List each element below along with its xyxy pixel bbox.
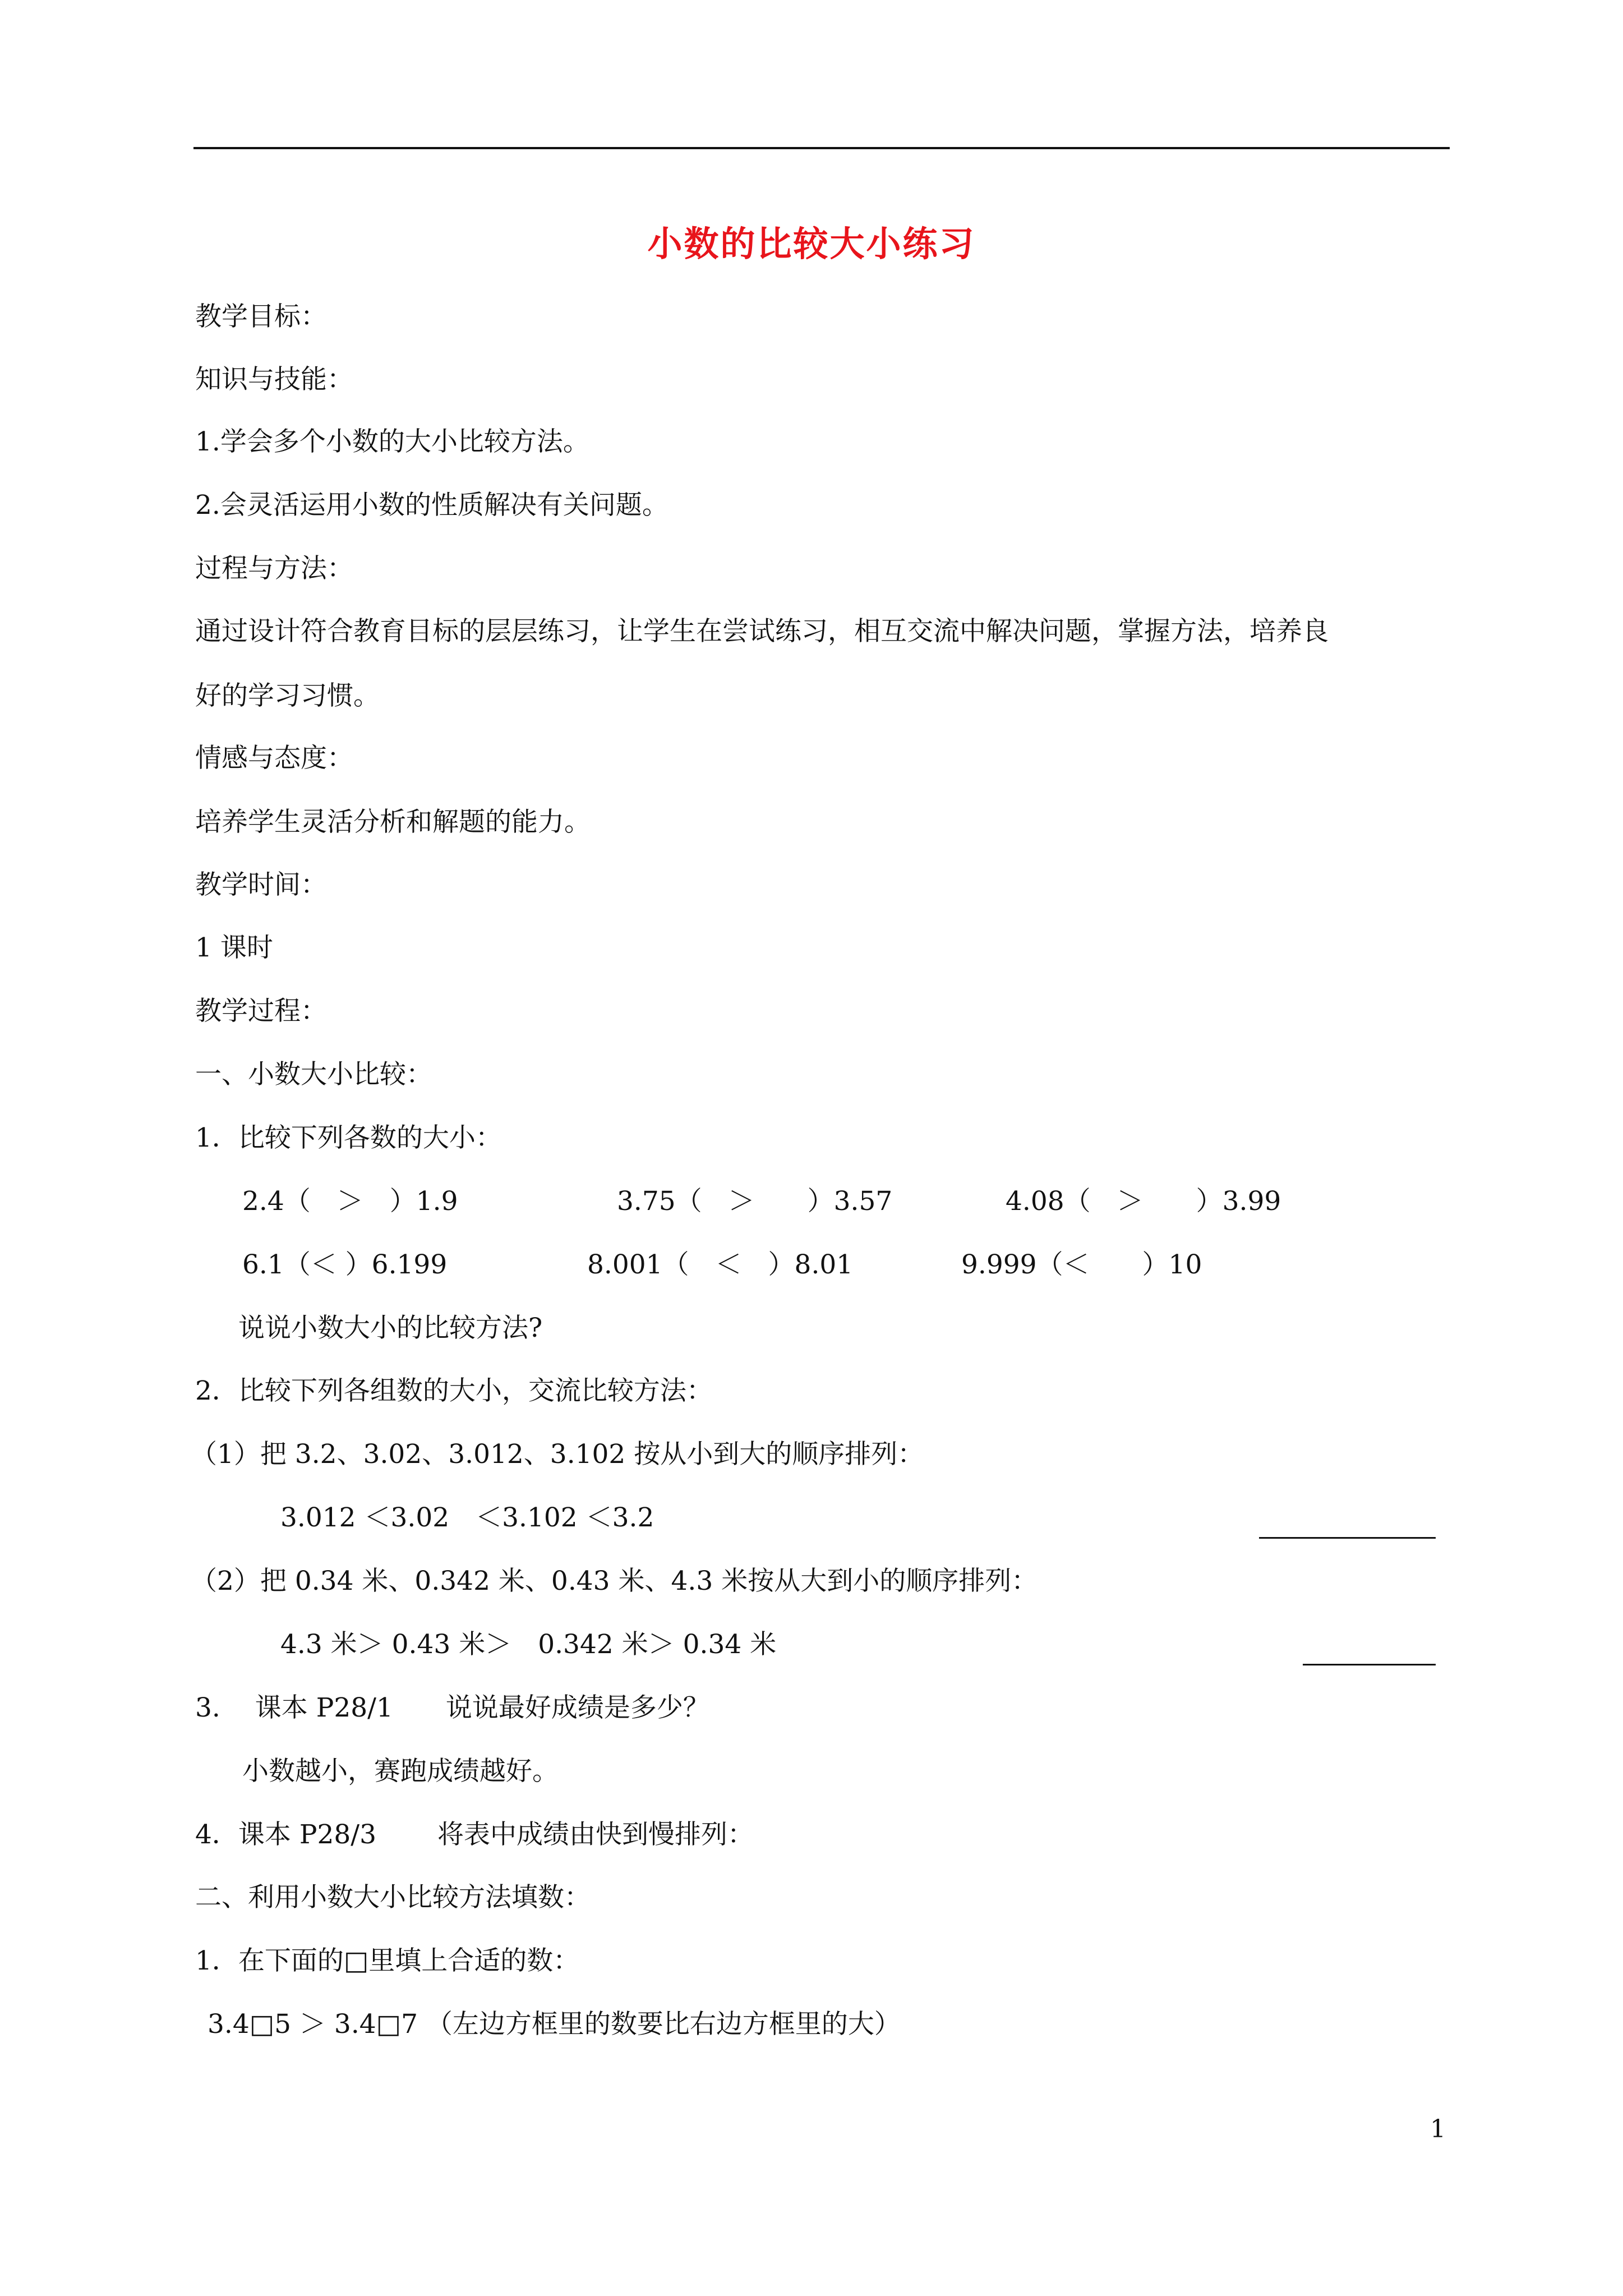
section-1-heading: 一、小数大小比较： — [195, 1059, 432, 1090]
answer-blank-line — [1303, 1664, 1436, 1665]
time-text: 1 课时 — [195, 932, 273, 963]
process-text-line-1: 通过设计符合教育目标的层层练习，让学生在尝试练习，相互交流中解决问题，掌握方法，培养良 — [195, 616, 1329, 647]
document-title: 小数的比较大小练习 — [647, 223, 976, 264]
question-4: 4．课本 P28/3 将表中成绩由快到慢排列： — [195, 1819, 754, 1850]
question-3: 3. 课本 P28/1 说说最好成绩是多少？ — [195, 1692, 709, 1723]
compare-item: 6.1（＜ ）6.199 — [242, 1249, 448, 1280]
emotion-text: 培养学生灵活分析和解题的能力。 — [195, 807, 591, 838]
process-paragraph — [195, 615, 1451, 713]
compare-item: 8.001（ ＜ ）8.01 — [587, 1249, 854, 1280]
header-rule — [193, 147, 1450, 149]
section-2-question-1: 1．在下面的□里填上合适的数： — [195, 1945, 580, 1976]
section-2-heading: 二、利用小数大小比较方法填数： — [195, 1882, 591, 1913]
process-heading: 过程与方法： — [195, 553, 353, 584]
emotion-heading: 情感与态度： — [195, 743, 353, 774]
question-2-part-1: （1）把 3.2、3.02、3.012、3.102 按从小到大的顺序排列： — [191, 1439, 924, 1470]
time-heading: 教学时间： — [195, 869, 327, 900]
question-1: 1．比较下列各数的大小： — [195, 1122, 502, 1153]
compare-item: 4.08（ ＞ ）3.99 — [1006, 1186, 1281, 1217]
question-2: 2．比较下列各组数的大小，交流比较方法： — [195, 1375, 713, 1406]
question-2-part-2-answer: 4.3 米＞ 0.43 米＞ 0.342 米＞ 0.34 米 — [280, 1629, 777, 1660]
question-1-prompt: 说说小数大小的比较方法? — [238, 1313, 543, 1343]
knowledge-heading: 知识与技能： — [195, 364, 353, 395]
question-3-answer: 小数越小，赛跑成绩越好。 — [242, 1756, 559, 1787]
compare-item: 9.999（＜ ）10 — [961, 1249, 1202, 1280]
goal-heading: 教学目标： — [195, 301, 327, 332]
question-2-part-2: （2）把 0.34 米、0.342 米、0.43 米、4.3 米按从大到小的顺序排列： — [191, 1566, 1038, 1596]
knowledge-item-1: 1.学会多个小数的大小比较方法。 — [195, 426, 589, 457]
page-number: 1 — [1430, 2115, 1446, 2143]
question-2-part-1-answer: 3.012 ＜3.02 ＜3.102 ＜3.2 — [280, 1502, 654, 1533]
compare-item: 2.4（ ＞ ）1.9 — [242, 1186, 458, 1217]
compare-item: 3.75（ ＞ ）3.57 — [617, 1186, 893, 1217]
section-2-example: 3.4□5 ＞ 3.4□7 （左边方框里的数要比右边方框里的大） — [208, 2009, 901, 2040]
process-text-line-2: 好的学习习惯。 — [195, 680, 380, 711]
procedure-heading: 教学过程： — [195, 996, 327, 1027]
answer-blank-line — [1259, 1537, 1436, 1539]
knowledge-item-2: 2.会灵活运用小数的性质解决有关问题。 — [195, 490, 668, 521]
